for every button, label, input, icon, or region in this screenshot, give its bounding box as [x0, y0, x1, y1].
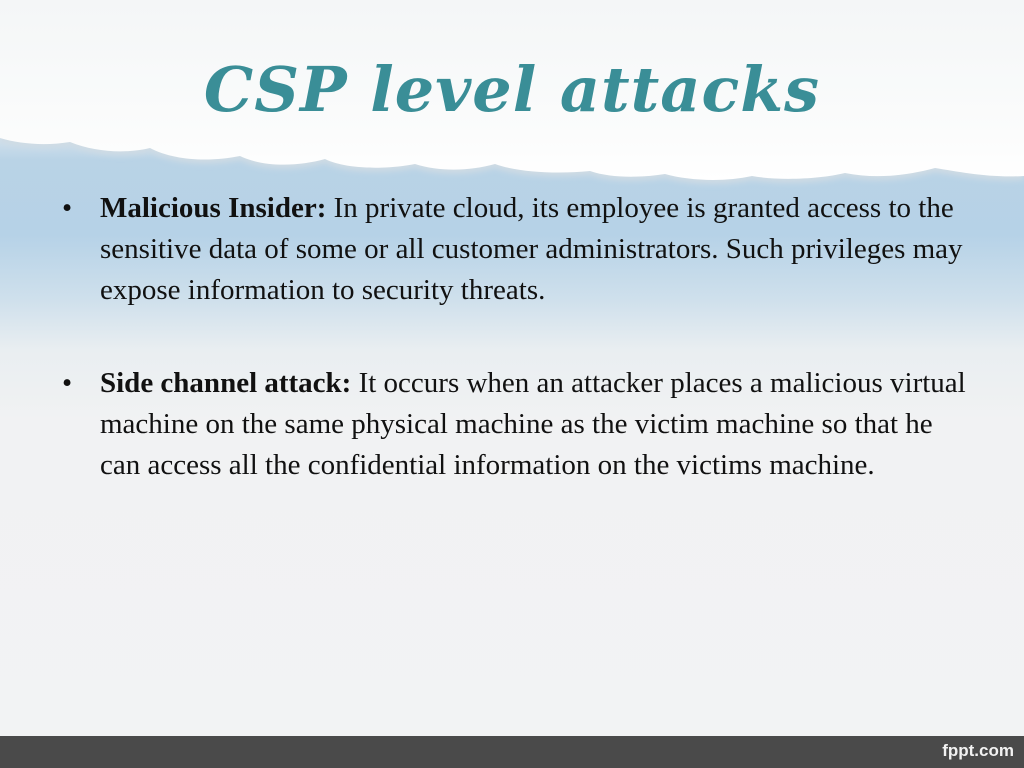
- footer-bar: [0, 736, 1024, 768]
- bullet-list: [62, 188, 972, 486]
- bullet-text: In private cloud, its employee is granted access to the sensitive data of some or all customer administrators. Such privileges may expose information to security threats.: [100, 192, 963, 306]
- bullet-heading: Side channel attack:: [100, 367, 352, 399]
- bullet-item: [62, 188, 972, 311]
- bullet-marker: •: [62, 192, 73, 224]
- bullet-marker: •: [62, 367, 73, 399]
- footer-brand: fppt.com: [942, 741, 1014, 760]
- bullet-text: It occurs when an attacker places a malicious virtual machine on the same physical machine as the victim machine so that he can access all the confidential information on the victims machine.: [100, 367, 966, 481]
- slide-title: CSP level attacks: [203, 53, 821, 126]
- bullet-item: [62, 363, 972, 486]
- bullet-heading: Malicious Insider:: [100, 192, 327, 224]
